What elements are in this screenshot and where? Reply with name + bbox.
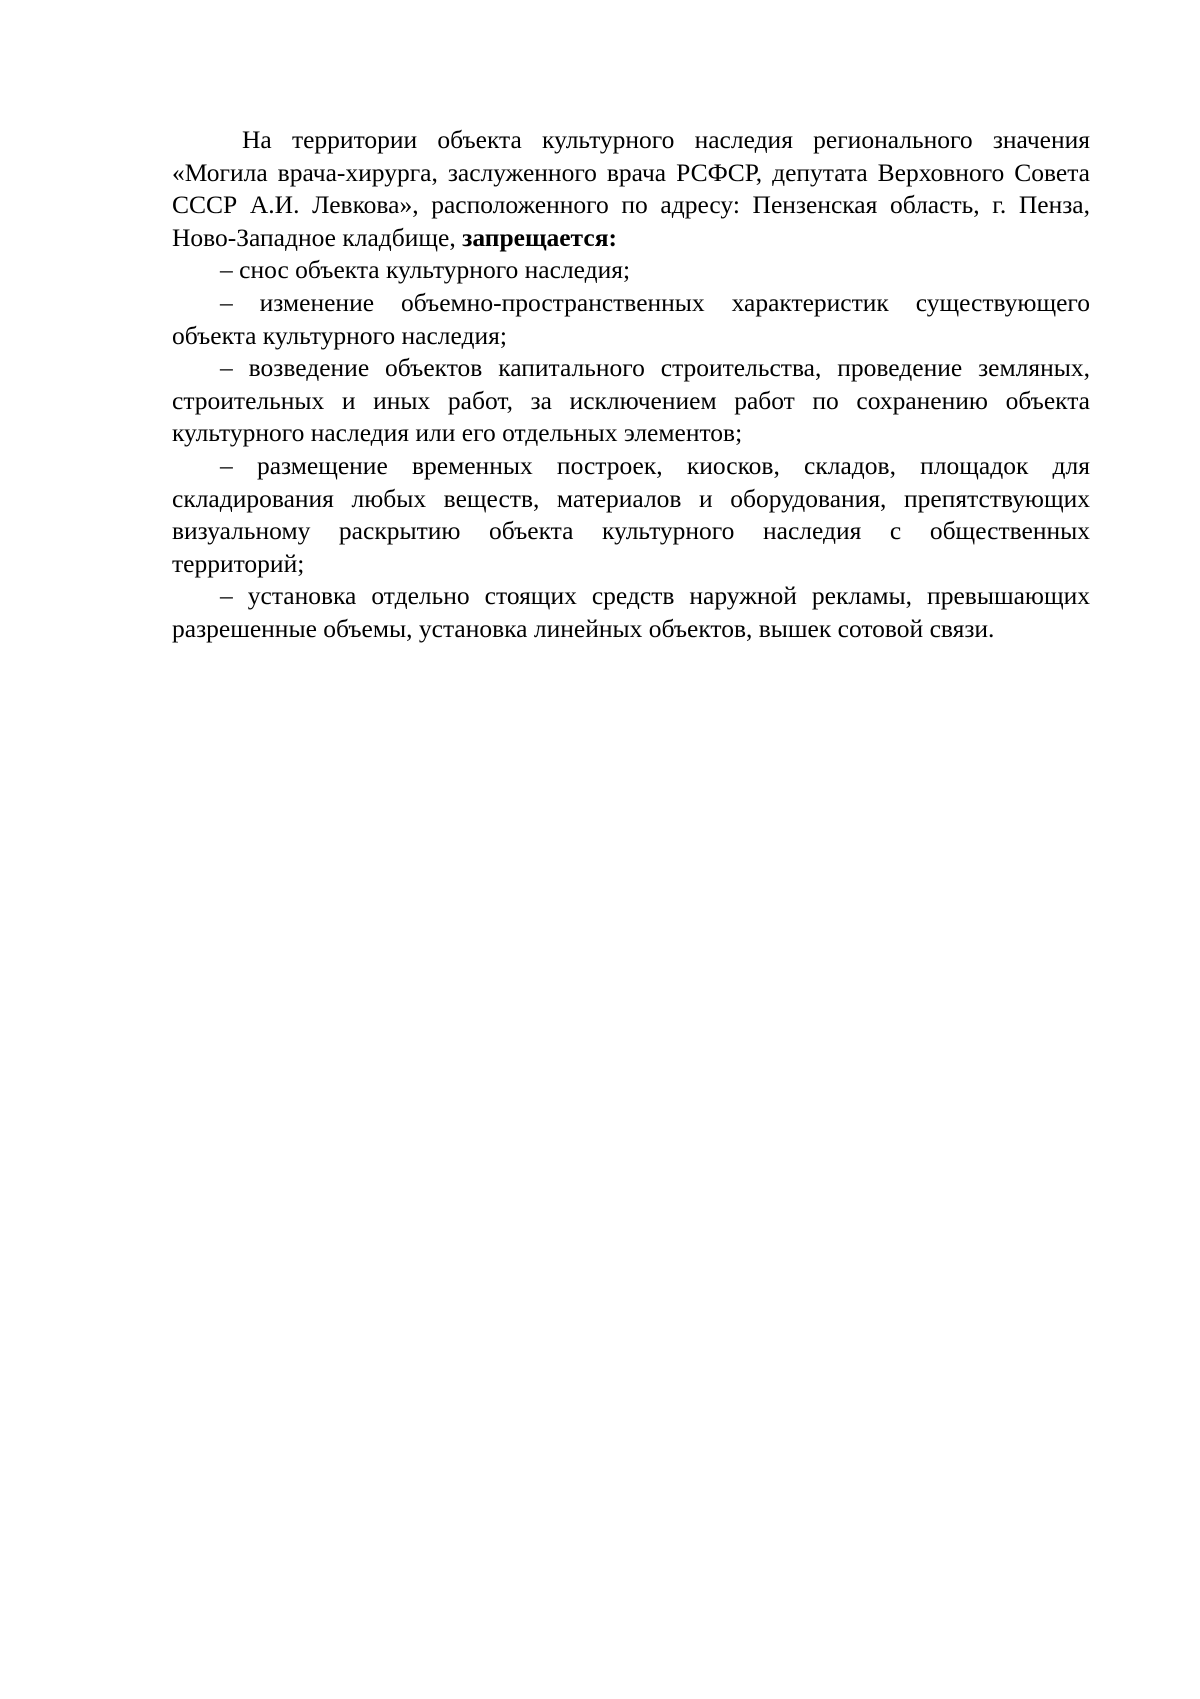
document-page (172, 124, 1090, 646)
list-item-advertising: – установка отдельно стоящих средств наружной рекламы, превышающих разрешенные объемы, установка линейных объектов, вышек сотовой связи. (172, 581, 1090, 643)
list-item-spatial-change: – изменение объемно-пространственных характеристик существующего объекта культурного наследия; (172, 287, 1090, 350)
intro-paragraph (172, 124, 1090, 254)
list-item-demolition: – снос объекта культурного наследия; (220, 255, 631, 285)
prohibition-keyword: запрещается: (462, 222, 618, 252)
intro-text: На территории объекта культурного наследия регионального значения «Могила врача-хирурга, заслуженного врача РСФСР, депутата Верховного Совета СССР А.И. Левкова», расположенного по адресу: Пензенская область, г. Пенза, Ново-Западное кладбище, (172, 125, 1090, 252)
list-item-temporary-structures: – размещение временных построек, киосков, складов, площадок для складирования любых веществ, материалов и оборудования, препятствующих визуальному раскрытию объекта культурного наследия с общественных территорий; (172, 450, 1090, 578)
list-item-construction: – возведение объектов капитального строительства, проведение земляных, строительных и иных работ, за исключением работ по сохранению объекта культурного наследия или его отдельных элементов; (172, 353, 1090, 448)
